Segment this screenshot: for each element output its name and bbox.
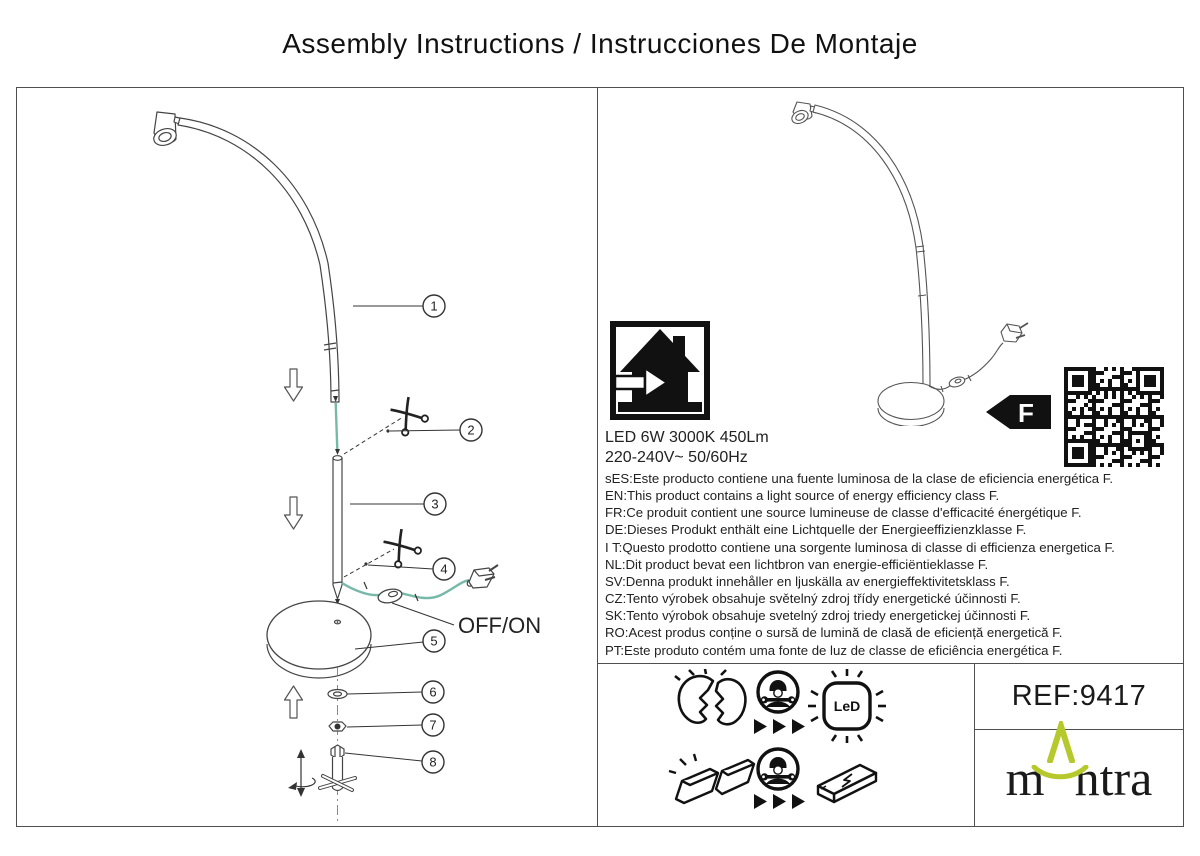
statement-line: EN:This product contains a light source of energy efficiency class F. [605, 488, 1000, 504]
triple-arrow-icon [754, 719, 805, 734]
technician-icon [758, 672, 798, 712]
brand-box [975, 730, 1183, 825]
spec-voltage: 220-240V~ 50/60Hz [605, 449, 748, 466]
triple-arrow-icon [754, 794, 805, 809]
statement-line: CZ:Tento výrobek obsahuje světelný zdroj třídy energetické účinnosti F. [605, 591, 1021, 607]
statement-line: RO:Acest produs conține o sursă de lumină de clasă de eficiență energetică F. [605, 625, 1063, 641]
lamp-head-drawing [152, 112, 184, 148]
base-drawing [267, 601, 371, 678]
down-arrow-icon [285, 497, 303, 529]
rotate-icon [288, 749, 315, 797]
connection-wire [335, 403, 340, 455]
energy-statements [605, 470, 1181, 659]
statement-line: SK:Tento výrobok obsahuje svetelný zdroj triedy energetickej účinnosti F. [605, 608, 1031, 624]
panel-divider-vertical [597, 88, 598, 826]
statement-line: I T:Questo prodotto contiene una sorgente luminosa di classe di efficienza energetica F. [605, 539, 1115, 555]
broken-led-icon [675, 669, 745, 724]
callout-7: 7 [429, 717, 437, 733]
arc-tube-drawing [178, 118, 339, 402]
callout-2: 2 [467, 422, 475, 438]
brand-post: ntra [1074, 749, 1153, 806]
callout-4: 4 [440, 561, 448, 577]
switch-label: OFF/ON [458, 613, 542, 638]
scissors-icon [380, 527, 422, 569]
screw-drawing [320, 745, 355, 791]
brand-pre: m [1005, 749, 1045, 806]
energy-class-letter: F [1018, 398, 1034, 428]
pole-drawing [333, 456, 342, 605]
callout-numbers [429, 299, 474, 770]
energy-class-arrow-icon [986, 394, 1052, 430]
statement-line: DE:Dieses Produkt enthält eine Lichtquelle der Energieeffizienzklasse F. [605, 522, 1027, 538]
exploded-diagram [17, 88, 597, 826]
callout-6: 6 [429, 684, 437, 700]
technician-icon [758, 749, 798, 789]
led-badge: LeD [833, 698, 861, 714]
statement-line: sES:Este producto contiene una fuente luminosa de la clase de eficiencia energética F. [605, 471, 1114, 486]
statement-line: SV:Denna produkt innehåller en ljuskälla av energieffektivitetsklass F. [605, 573, 1010, 589]
callout-8: 8 [429, 754, 437, 770]
mantra-caret-icon [1045, 755, 1075, 795]
up-arrow-icon [285, 686, 303, 718]
qr-code-icon [1064, 367, 1164, 467]
power-cord-drawing [342, 565, 498, 605]
statement-line: FR:Ce produit contient une source lumineuse de classe d'efficacité énergétique F. [605, 505, 1082, 521]
nut-drawing [329, 722, 346, 731]
assembled-lamp-drawing [741, 96, 1041, 426]
callout-3: 3 [431, 496, 439, 512]
callout-1: 1 [430, 298, 438, 314]
led-sun-icon [808, 669, 886, 743]
safety-pictograms [666, 669, 891, 819]
page-title: Assembly Instructions / Instrucciones De Montaje [282, 28, 918, 59]
main-border [16, 87, 1184, 827]
ref-number: REF:9417 [1011, 679, 1147, 712]
plug-drawing [467, 565, 498, 588]
callout-bubbles [422, 295, 482, 773]
driver-box-icon [818, 765, 876, 802]
down-arrow-icon [285, 369, 303, 401]
spec-power: LED 6W 3000K 450Lm [605, 429, 769, 446]
mantra-logo [1006, 749, 1153, 807]
statement-line: PT:Este produto contém uma fonte de luz de classe de eficiência energética F. [605, 642, 1063, 658]
callout-5: 5 [430, 633, 438, 649]
ref-box [975, 664, 1183, 728]
washer-drawing [328, 690, 347, 699]
statement-line: NL:Dit product bevat een lichtbron van energie-efficiëntieklasse F. [605, 556, 989, 572]
indoor-use-house-arrow-icon [609, 320, 711, 421]
broken-driver-icon [669, 754, 754, 803]
